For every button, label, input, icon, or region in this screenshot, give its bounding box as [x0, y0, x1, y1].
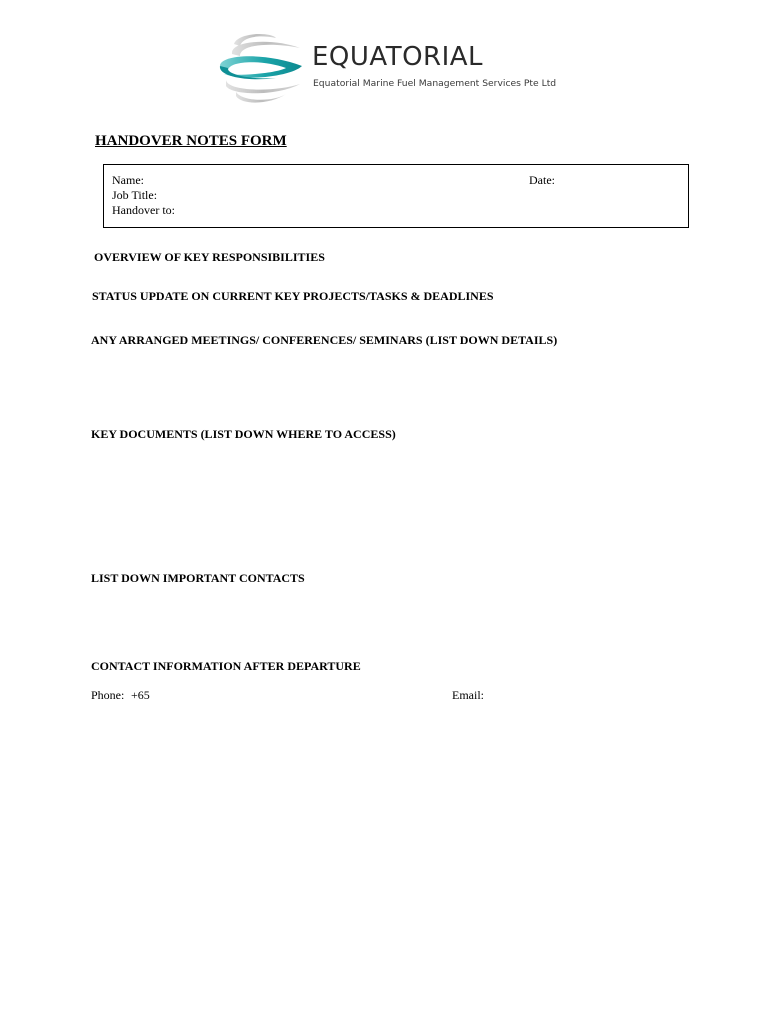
swirl-logo-icon	[216, 30, 306, 104]
company-full-name: Equatorial Marine Fuel Management Services Pte Ltd	[313, 78, 557, 89]
phone-value: +65	[131, 688, 150, 702]
company-name: EQUATORIAL	[312, 42, 484, 72]
employee-info-box	[103, 164, 689, 228]
job-title-label: Job Title:	[112, 188, 158, 202]
handover-to-label: Handover to:	[112, 203, 175, 217]
name-label: Name:	[112, 173, 144, 187]
section-key-documents-heading: KEY DOCUMENTS (LIST DOWN WHERE TO ACCESS)	[91, 427, 396, 441]
section-status-update-heading: STATUS UPDATE ON CURRENT KEY PROJECTS/TASKS & DEADLINES	[92, 289, 494, 303]
section-overview-heading: OVERVIEW OF KEY RESPONSIBILITIES	[94, 250, 325, 264]
form-title: HANDOVER NOTES FORM	[95, 133, 287, 149]
company-logo	[216, 30, 557, 104]
section-important-contacts-heading: LIST DOWN IMPORTANT CONTACTS	[91, 571, 305, 585]
section-contact-after-departure-heading: CONTACT INFORMATION AFTER DEPARTURE	[91, 659, 361, 673]
email-label: Email:	[452, 688, 484, 702]
phone-label: Phone:	[91, 688, 125, 702]
section-meetings-heading: ANY ARRANGED MEETINGS/ CONFERENCES/ SEMINARS (LIST DOWN DETAILS)	[91, 333, 558, 347]
date-label: Date:	[529, 173, 555, 187]
